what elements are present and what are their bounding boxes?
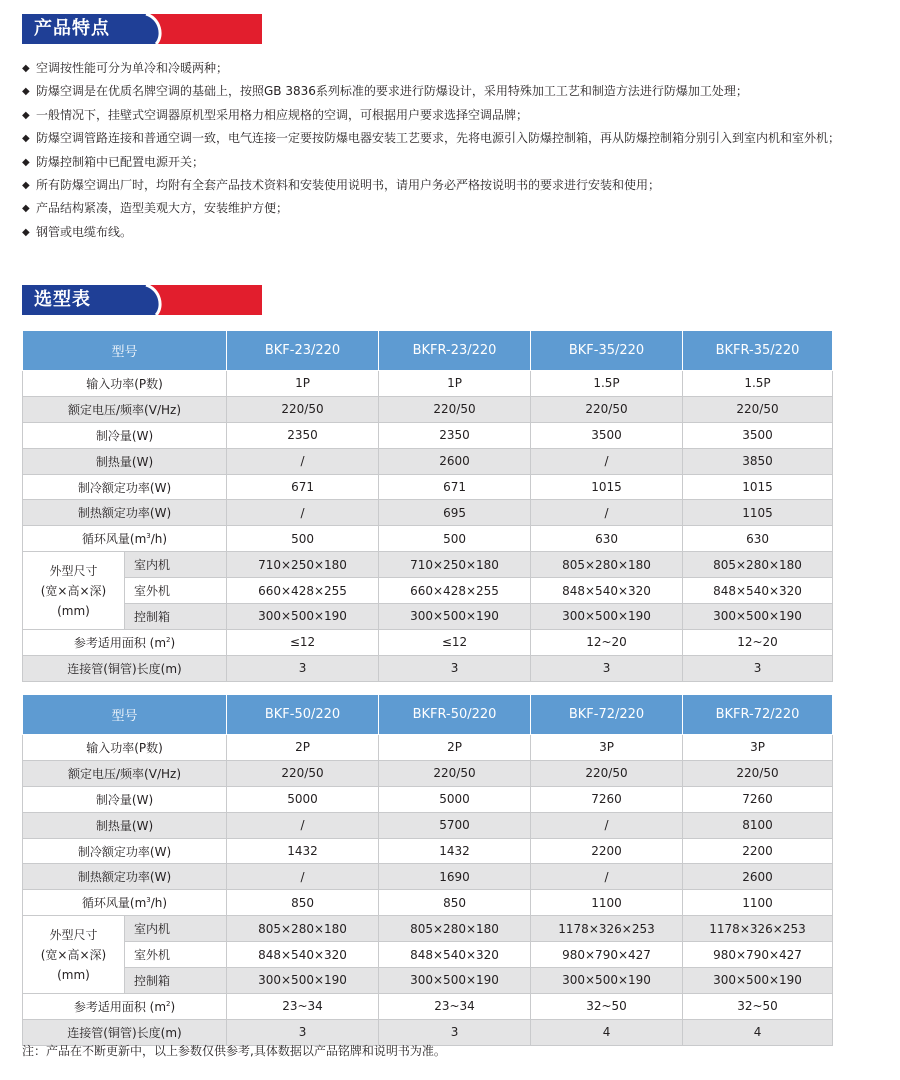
row-label: 室外机: [125, 578, 227, 604]
row-label: 制冷额定功率(W): [23, 474, 227, 500]
table-cell: ≤12: [227, 629, 379, 655]
table-cell: 1178×326×253: [531, 916, 683, 942]
feature-item: ◆ 防爆空调是在优质名牌空调的基础上，按照GB 3836系列标准的要求进行防爆设计，采用特殊加工工艺和制造方法进行防爆加工处理；: [22, 80, 882, 103]
table-cell: 2600: [379, 448, 531, 474]
table-cell: 220/50: [683, 396, 833, 422]
table-cell: 3: [683, 655, 833, 681]
row-label: 连接管(铜管)长度(m): [23, 655, 227, 681]
table-cell: 3: [227, 1019, 379, 1045]
table-cell: 220/50: [683, 760, 833, 786]
table-cell: 850: [379, 890, 531, 916]
table-cell: 3500: [683, 422, 833, 448]
table-row: [23, 578, 833, 604]
table-row: [23, 422, 833, 448]
row-label: 额定电压/频率(V/Hz): [23, 760, 227, 786]
table-cell: 848×540×320: [683, 578, 833, 604]
table-cell: 1.5P: [531, 371, 683, 397]
table-cell: 12~20: [683, 629, 833, 655]
table-header-row: [23, 695, 833, 735]
table-cell: /: [531, 448, 683, 474]
table-cell: 5000: [379, 786, 531, 812]
table-cell: /: [227, 812, 379, 838]
table-cell: 980×790×427: [531, 942, 683, 968]
table-cell: 5700: [379, 812, 531, 838]
diamond-bullet-icon: ◆: [22, 86, 30, 98]
table-cell: /: [227, 448, 379, 474]
row-label: 参考适用面积 $(m^2)$: [23, 993, 227, 1019]
table-cell: 630: [683, 526, 833, 552]
table-cell: 850: [227, 890, 379, 916]
diamond-bullet-icon: ◆: [22, 63, 30, 74]
table-cell: 710×250×180: [379, 552, 531, 578]
row-label: 室外机: [125, 942, 227, 968]
row-label: 控制箱: [125, 604, 227, 630]
table-cell: 220/50: [227, 396, 379, 422]
table-cell: 12~20: [531, 629, 683, 655]
table-cell: 300×500×190: [379, 604, 531, 630]
section-title: 产品特点: [34, 18, 110, 39]
table-row: [23, 786, 833, 812]
table-cell: 1.5P: [683, 371, 833, 397]
table-cell: 1015: [683, 474, 833, 500]
table-row: [23, 604, 833, 630]
table-cell: 32~50: [531, 993, 683, 1019]
table-cell: 805×280×180: [227, 916, 379, 942]
diamond-bullet-icon: ◆: [22, 226, 30, 238]
table-cell: 848×540×320: [531, 578, 683, 604]
table-row: [23, 552, 833, 578]
table-cell: 805×280×180: [379, 916, 531, 942]
row-label: 参考适用面积 $(m^2)$: [23, 629, 227, 655]
table-cell: 2200: [531, 838, 683, 864]
row-label: 室内机: [125, 552, 227, 578]
section-title: 选型表: [34, 289, 91, 310]
row-label: 循环风量$(m^3/h)$: [23, 890, 227, 916]
table-cell: 671: [379, 474, 531, 500]
model-cell: BKFR-35/220: [683, 331, 833, 371]
diamond-bullet-icon: ◆: [22, 109, 30, 121]
section-banner-selection: [22, 285, 262, 315]
table-cell: 1100: [531, 890, 683, 916]
table-cell: 805×280×180: [531, 552, 683, 578]
model-header: 型号: [23, 331, 227, 371]
table-row: [23, 916, 833, 942]
row-label: 制冷量(W): [23, 422, 227, 448]
table-cell: 2350: [227, 422, 379, 448]
table-cell: 7260: [531, 786, 683, 812]
table-cell: 300×500×190: [227, 604, 379, 630]
row-label: 制冷量(W): [23, 786, 227, 812]
table-row: [23, 760, 833, 786]
feature-item: ◆ 一般情况下，挂壁式空调器原机型采用格力相应规格的空调，可根据用户要求选择空调品牌；: [22, 104, 882, 127]
row-label: 输入功率(P数): [23, 735, 227, 761]
table-cell: 23~34: [379, 993, 531, 1019]
model-cell: BKFR-72/220: [683, 695, 833, 735]
table-cell: 300×500×190: [379, 968, 531, 994]
table-cell: /: [227, 864, 379, 890]
table-cell: 300×500×190: [683, 604, 833, 630]
table-cell: 1P: [227, 371, 379, 397]
table-cell: 500: [227, 526, 379, 552]
table-cell: 695: [379, 500, 531, 526]
table-row: [23, 371, 833, 397]
table-row: [23, 735, 833, 761]
model-header: 型号: [23, 695, 227, 735]
table-cell: 630: [531, 526, 683, 552]
table-row: [23, 500, 833, 526]
table-row: [23, 890, 833, 916]
feature-item: ◆ 钢管或电缆布线。: [22, 221, 882, 244]
table-row: [23, 838, 833, 864]
table-cell: 2600: [683, 864, 833, 890]
table-cell: 1P: [379, 371, 531, 397]
table-cell: 1432: [227, 838, 379, 864]
diamond-bullet-icon: ◆: [22, 156, 30, 168]
table-header-row: [23, 331, 833, 371]
feature-item: ◆ 产品结构紧凑，造型美观大方，安装维护方便；: [22, 197, 882, 220]
diamond-bullet-icon: ◆: [22, 133, 30, 145]
row-label: 循环风量$(m^3/h)$: [23, 526, 227, 552]
table-cell: ≤12: [379, 629, 531, 655]
table-cell: 660×428×255: [379, 578, 531, 604]
table-cell: 805×280×180: [683, 552, 833, 578]
table-row: [23, 629, 833, 655]
table-cell: 300×500×190: [531, 604, 683, 630]
table-cell: 300×500×190: [531, 968, 683, 994]
table-cell: 3: [531, 655, 683, 681]
row-label: 制热额定功率(W): [23, 864, 227, 890]
table-cell: 1178×326×253: [683, 916, 833, 942]
table-cell: 4: [683, 1019, 833, 1045]
diamond-bullet-icon: ◆: [22, 180, 30, 192]
table-cell: 671: [227, 474, 379, 500]
table-row: [23, 655, 833, 681]
table-row: [23, 942, 833, 968]
table-cell: 3: [379, 1019, 531, 1045]
feature-item: ◆ 防爆控制箱中已配置电源开关；: [22, 151, 882, 174]
table-row: [23, 474, 833, 500]
table-row: [23, 448, 833, 474]
dimension-group-label: 外型尺寸 (宽×高×深) (mm): [23, 552, 125, 630]
table-cell: 660×428×255: [227, 578, 379, 604]
table-cell: 3850: [683, 448, 833, 474]
table-cell: 4: [531, 1019, 683, 1045]
diamond-bullet-icon: ◆: [22, 203, 30, 215]
table-cell: 5000: [227, 786, 379, 812]
table-cell: 1100: [683, 890, 833, 916]
model-cell: BKFR-23/220: [379, 331, 531, 371]
row-label: 额定电压/频率(V/Hz): [23, 396, 227, 422]
table-cell: 848×540×320: [227, 942, 379, 968]
row-label: 控制箱: [125, 968, 227, 994]
table-cell: 300×500×190: [227, 968, 379, 994]
table-row: [23, 812, 833, 838]
table-row: [23, 968, 833, 994]
footnote: 注：产品在不断更新中，以上参数仅供参考,具体数据以产品铭牌和说明书为准。: [22, 1044, 446, 1058]
table-cell: 7260: [683, 786, 833, 812]
table-cell: 300×500×190: [683, 968, 833, 994]
table-cell: 32~50: [683, 993, 833, 1019]
feature-list: [22, 57, 882, 244]
table-row: [23, 864, 833, 890]
table-cell: 2200: [683, 838, 833, 864]
table-cell: 220/50: [531, 760, 683, 786]
table-cell: 2P: [227, 735, 379, 761]
section-banner-features: [22, 14, 262, 44]
table-cell: 1690: [379, 864, 531, 890]
table-cell: 1432: [379, 838, 531, 864]
table-cell: /: [227, 500, 379, 526]
table-cell: 848×540×320: [379, 942, 531, 968]
row-label: 输入功率(P数): [23, 371, 227, 397]
table-cell: 980×790×427: [683, 942, 833, 968]
table-cell: 3P: [683, 735, 833, 761]
feature-item: ◆ 空调按性能可分为单冷和冷暖两种；: [22, 57, 882, 80]
row-label: 制热量(W): [23, 812, 227, 838]
model-cell: BKF-23/220: [227, 331, 379, 371]
table-row: [23, 396, 833, 422]
table-cell: 2350: [379, 422, 531, 448]
table-cell: 3500: [531, 422, 683, 448]
table-cell: 220/50: [531, 396, 683, 422]
row-label: 连接管(铜管)长度(m): [23, 1019, 227, 1045]
table-cell: 710×250×180: [227, 552, 379, 578]
table-cell: 500: [379, 526, 531, 552]
model-cell: BKFR-50/220: [379, 695, 531, 735]
model-cell: BKF-35/220: [531, 331, 683, 371]
table-cell: 3P: [531, 735, 683, 761]
feature-item: ◆ 防爆空调管路连接和普通空调一致，电气连接一定要按防爆电器安装工艺要求，先将电源引入防爆控制箱，再从防爆控制箱分别引入到室内机和室外机；: [22, 127, 846, 150]
row-label: 室内机: [125, 916, 227, 942]
table-cell: 3: [227, 655, 379, 681]
dimension-group-label: 外型尺寸 (宽×高×深) (mm): [23, 916, 125, 994]
spec-table-2: [22, 694, 833, 1046]
table-cell: /: [531, 812, 683, 838]
model-cell: BKF-72/220: [531, 695, 683, 735]
table-cell: 1015: [531, 474, 683, 500]
table-row: [23, 526, 833, 552]
table-cell: 220/50: [379, 396, 531, 422]
table-cell: 220/50: [379, 760, 531, 786]
table-cell: 220/50: [227, 760, 379, 786]
table-cell: 2P: [379, 735, 531, 761]
feature-item: ◆ 所有防爆空调出厂时，均附有全套产品技术资料和安装使用说明书，请用户务必严格按说明书的要求进行安装和使用；: [22, 174, 882, 197]
row-label: 制热量(W): [23, 448, 227, 474]
spec-table-1: [22, 330, 833, 682]
table-row: [23, 993, 833, 1019]
table-cell: 8100: [683, 812, 833, 838]
table-cell: 3: [379, 655, 531, 681]
table-cell: /: [531, 864, 683, 890]
row-label: 制冷额定功率(W): [23, 838, 227, 864]
table-cell: 1105: [683, 500, 833, 526]
table-cell: /: [531, 500, 683, 526]
table-cell: 23~34: [227, 993, 379, 1019]
row-label: 制热额定功率(W): [23, 500, 227, 526]
model-cell: BKF-50/220: [227, 695, 379, 735]
